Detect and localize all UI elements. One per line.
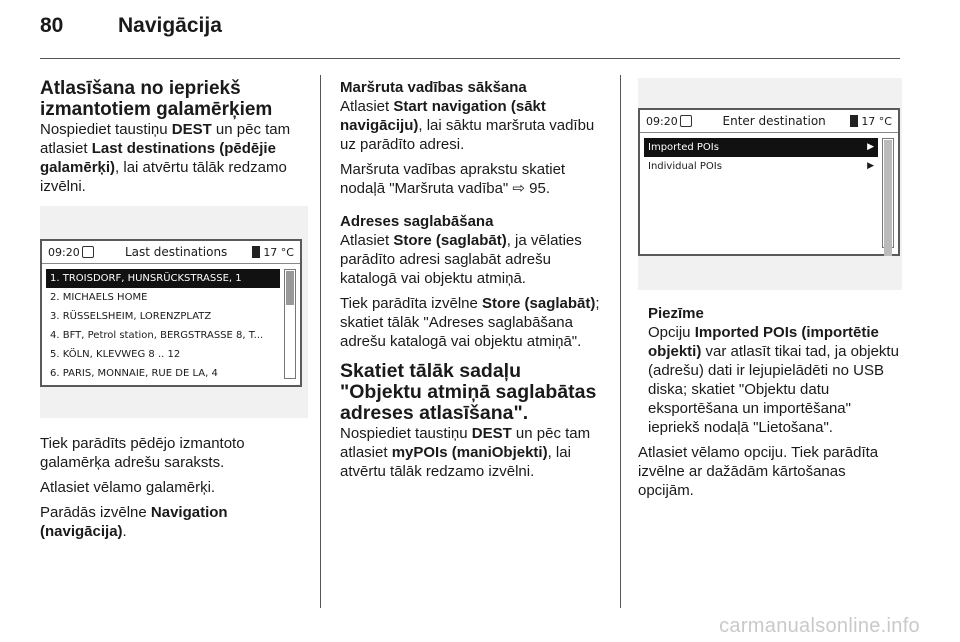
battery-icon <box>850 115 858 127</box>
screen-temperature: 17 °C <box>861 114 892 128</box>
screen-title: Last destinations <box>125 244 228 259</box>
column-divider-1 <box>320 75 321 608</box>
page-header <box>40 14 222 38</box>
destination-list <box>46 269 280 383</box>
note-label: Piezīme <box>648 305 704 322</box>
column-1 <box>40 78 308 547</box>
note-text: Opciju Imported POIs (importētie objekti) var atlasīt tikai tad, ja objektu (adrešu) dati ir lejupielādēti no USB diska; skatiet "Objektu datu eksportēšana un importēšana" iepriekš nodaļā "Lietošana". <box>648 324 899 436</box>
paragraph: Tiek parādīta izvēlne Store (saglabāt); skatiet tālāk "Adreses saglabāšana adrešu katalogā vai objektu atmiņā". <box>340 295 600 350</box>
list-item[interactable]: 4. BFT, Petrol station, BERGSTRASSE 8, T... <box>50 330 264 341</box>
list-item-individual-pois[interactable]: Individual POIs ▶ <box>644 157 878 176</box>
list-item[interactable]: 6. PARIS, MONNAIE, RUE DE LA, 4 <box>50 368 218 379</box>
screen-temperature: 17 °C <box>263 245 294 259</box>
paragraph: Maršruta vadības aprakstu skatiet nodaļā "Maršruta vadība" ⇨ 95. <box>340 161 566 197</box>
paragraph: Atlasiet vēlamo galamērķi. <box>40 479 216 496</box>
subsection-heading: Adreses saglabāšana <box>340 213 494 230</box>
paragraph: Tiek parādīts pēdējo izmantoto galamērķa adrešu saraksts. <box>40 435 245 471</box>
heading-line: izmantotiem galamērķiem <box>40 99 273 120</box>
column-divider-2 <box>620 75 621 608</box>
screen-time: 09:20 <box>646 114 678 128</box>
watermark: carmanualsonline.info <box>719 615 920 637</box>
screen-status-bar <box>42 241 300 264</box>
paragraph: Nospiediet taustiņu DEST un pēc tam atlasiet Last destinations (pēdējie galamērķi), lai atvērtu tālāk redzamo izvēlni. <box>40 121 291 195</box>
screen-status-bar <box>640 110 898 133</box>
screenshot-last-destinations <box>40 206 308 418</box>
battery-icon <box>252 246 260 258</box>
paragraph: Parādās izvēlne Navigation (navigācija). <box>40 504 228 540</box>
column-3 <box>638 78 902 506</box>
screenshot-enter-destination <box>638 78 902 290</box>
list-item[interactable]: 5. KÖLN, KLEVWEG 8 .. 12 <box>50 349 181 360</box>
chevron-right-icon: ▶ <box>867 142 874 152</box>
poi-option-list <box>644 138 878 176</box>
list-item[interactable]: 3. RÜSSELSHEIM, LORENZPLATZ <box>50 311 212 322</box>
scrollbar-thumb[interactable] <box>286 271 294 305</box>
paragraph: Atlasiet Store (saglabāt), ja vēlaties parādīto adresi saglabāt adrešu katalogā vai objektu atmiņā. <box>340 232 582 287</box>
scrollbar[interactable] <box>284 269 296 379</box>
note-box <box>648 304 902 437</box>
display-screen <box>638 108 900 256</box>
chapter-title: Navigācija <box>118 14 222 37</box>
header-rule <box>40 58 900 59</box>
subsection-heading: Maršruta vadības sākšana <box>340 79 527 96</box>
screen-time: 09:20 <box>48 245 80 259</box>
paragraph: Atlasiet vēlamo opciju. Tiek parādīta izvēlne ar dažādām kārtošanas opcijām. <box>638 444 879 499</box>
list-item-imported-pois[interactable]: Imported POIs ▶ <box>644 138 878 157</box>
scrollbar-thumb[interactable] <box>884 140 892 256</box>
column-2 <box>340 78 606 487</box>
paragraph: Atlasiet Start navigation (sākt navigāciju), lai sāktu maršruta vadību uz parādīto adresi. <box>340 98 595 153</box>
phone-icon <box>82 246 94 258</box>
screen-title: Enter destination <box>722 113 826 128</box>
phone-icon <box>680 115 692 127</box>
list-item[interactable]: 1. TROISDORF, HUNSRÜCKSTRASSE, 1 <box>46 269 280 288</box>
heading-line: Atlasīšana no iepriekš <box>40 78 241 99</box>
section-heading: Skatiet tālāk sadaļu "Objektu atmiņā saglabātas adreses atlasīšana". <box>340 360 597 424</box>
chevron-right-icon: ▶ <box>867 161 874 171</box>
display-screen <box>40 239 302 387</box>
paragraph: Nospiediet taustiņu DEST un pēc tam atlasiet myPOIs (maniObjekti), lai atvērtu tālāk redzamo izvēlni. <box>340 425 591 480</box>
list-item[interactable]: 2. MICHAELS HOME <box>50 292 148 303</box>
scrollbar[interactable] <box>882 138 894 248</box>
page-number: 80 <box>40 14 64 37</box>
section-heading <box>40 78 308 120</box>
